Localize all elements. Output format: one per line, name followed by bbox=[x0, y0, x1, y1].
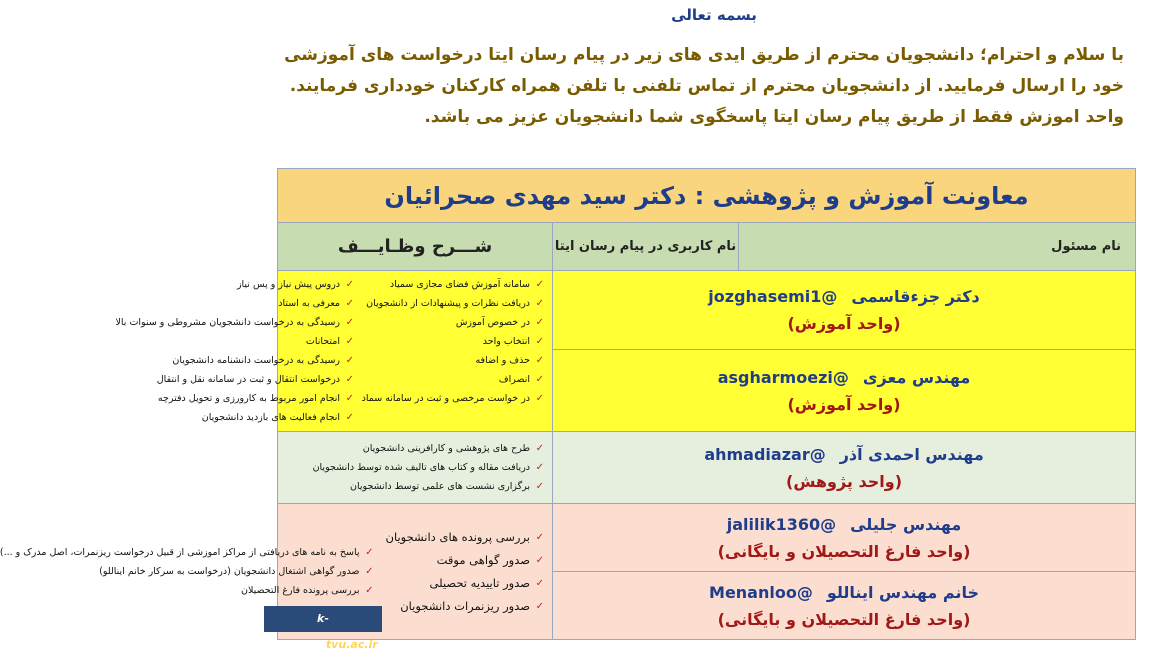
duties-list bbox=[0, 539, 382, 604]
list-item: ✓ دروس پیش نیاز و پس نیاز bbox=[161, 275, 354, 294]
list-item: ✓ برگزاری نشست های علمی توسط دانشجویان bbox=[282, 477, 544, 496]
person-cell bbox=[553, 432, 1136, 504]
intro-paragraph bbox=[284, 40, 1124, 165]
duties-list bbox=[278, 435, 552, 500]
intro-line: با سلام و احترام؛ دانشجویان محترم از طریق ایدی های زیر در پیام رسان ایتا درخواست های آموزشی bbox=[284, 45, 1124, 65]
table-header-row bbox=[278, 169, 1136, 223]
person-unit: (واحد آموزش) bbox=[787, 314, 901, 334]
duties-cell bbox=[278, 432, 553, 504]
list-item: ✓ بررسی پرونده فارغ التحصیلان bbox=[171, 581, 374, 600]
staff-table bbox=[0, 168, 1136, 640]
list-item: ✓ در خصوص آموزش bbox=[366, 313, 544, 332]
table-header: معاونت آموزش و پژوهشی : دکتر سید مهدی صحرائیان bbox=[278, 169, 1136, 223]
column-name: نام مسئول bbox=[739, 223, 1136, 271]
list-item: ✓ انجام فعالیت های بازدید دانشجویان bbox=[161, 408, 354, 427]
list-item: ✓ صدور گواهی موقت bbox=[386, 549, 545, 572]
list-item: ✓ صدور ریزنمرات دانشجویان bbox=[386, 595, 545, 618]
person-unit: (واحد فارغ التحصیلان و بایگانی) bbox=[717, 541, 971, 561]
list-item: ✓ حذف و اضافه bbox=[366, 351, 544, 370]
list-item: ✓ صدور تاییدیه تحصیلی bbox=[386, 572, 545, 595]
table-row bbox=[278, 271, 1136, 350]
intro-line: واحد اموزش فقط از طریق پیام رسان ایتا پاسخگوی شما دانشجویان عزیز می باشد. bbox=[424, 107, 1124, 127]
list-item: ✓ رسیدگی به درخواست دانشجویان مشروطی و سنوات بالا bbox=[161, 313, 354, 332]
intro-line: خود را ارسال فرمایید. از دانشجویان محترم از تماس تلفنی با تلفن همراه کارکنان خودداری فرمایند. bbox=[289, 76, 1124, 96]
eitaa-handle[interactable]: @ahmadiazar bbox=[704, 444, 826, 464]
page-heading: بسمه تعالی bbox=[671, 6, 757, 24]
person-cell bbox=[553, 572, 1136, 640]
list-item: ✓ انتخاب واحد bbox=[366, 332, 544, 351]
column-username: نام کاربری در پیام رسان ایتا bbox=[553, 223, 739, 271]
list-item: ✓ صدور گواهی اشتغال دانشجویان (درخواست به سرکار خانم ایناللو) bbox=[171, 562, 374, 581]
site-watermark bbox=[264, 606, 382, 651]
person-cell bbox=[553, 271, 1136, 350]
list-item: ✓ در خواست مرخصی و ثبت در سامانه سماد bbox=[366, 389, 544, 408]
watermark-domain: tvu.ac.ir bbox=[325, 638, 378, 651]
list-item: ✓ انجام امور مربوط به کارورزی و تحویل دفترچه bbox=[161, 389, 354, 408]
list-item: ✓ پاسخ به نامه های دریافتی از مراکز اموزشی از قبیل درخواست ریزنمرات، اصل مدرک و ...) bbox=[171, 543, 374, 562]
column-duties: شـــرح وظـایـــف bbox=[278, 223, 553, 271]
list-item: ✓ سامانه آموزش فضای مجازی سمیاد bbox=[366, 275, 544, 294]
eitaa-handle[interactable]: @Menanloo bbox=[709, 582, 813, 602]
list-item: ✓ دریافت نظرات و پیشنهادات از دانشجویان bbox=[366, 294, 544, 313]
person-name: دکتر جزءقاسمی bbox=[851, 287, 980, 307]
person-unit: (واحد پژوهش) bbox=[786, 471, 903, 491]
person-name: مهندس معزی bbox=[862, 367, 971, 387]
list-item: ✓ درخواست انتقال و ثبت در سامانه نقل و انتقال bbox=[161, 370, 354, 389]
person-name: مهندس جلیلی bbox=[850, 514, 962, 534]
person-cell bbox=[553, 350, 1136, 432]
duties-cell bbox=[115, 271, 553, 432]
duties-list bbox=[115, 271, 362, 431]
eitaa-handle[interactable]: @jozghasemi1 bbox=[708, 287, 838, 307]
list-item: ✓ دریافت مقاله و کتاب های تالیف شده توسط دانشجویان bbox=[282, 458, 544, 477]
person-name: خانم مهندس ایناللو bbox=[826, 582, 979, 602]
list-item: ✓ امتحانات bbox=[161, 332, 354, 351]
table-row bbox=[278, 432, 1136, 504]
eitaa-handle[interactable]: @jalilik1360 bbox=[726, 514, 837, 534]
duties-list bbox=[382, 522, 553, 622]
duties-list bbox=[362, 271, 552, 431]
person-name: مهندس احمدی آذر bbox=[839, 444, 984, 464]
person-unit: (واحد فارغ التحصیلان و بایگانی) bbox=[717, 609, 971, 629]
table-row bbox=[278, 504, 1136, 572]
list-item: ✓ رسیدگی به درخواست دانشنامه دانشجویان bbox=[161, 351, 354, 370]
list-item: ✓ معرفی به استاد bbox=[161, 294, 354, 313]
list-item: ✓ طرح های پژوهشی و کارافرینی دانشجویان bbox=[282, 439, 544, 458]
eitaa-handle[interactable]: @asgharmoezi bbox=[717, 367, 849, 387]
person-cell bbox=[553, 504, 1136, 572]
list-item: ✓ بررسی پرونده های دانشجویان bbox=[386, 526, 545, 549]
list-item: ✓ انصراف bbox=[366, 370, 544, 389]
watermark-prefix: k-shahryar. bbox=[268, 612, 329, 651]
person-unit: (واحد آموزش) bbox=[787, 394, 901, 414]
column-header-row bbox=[278, 223, 1136, 271]
